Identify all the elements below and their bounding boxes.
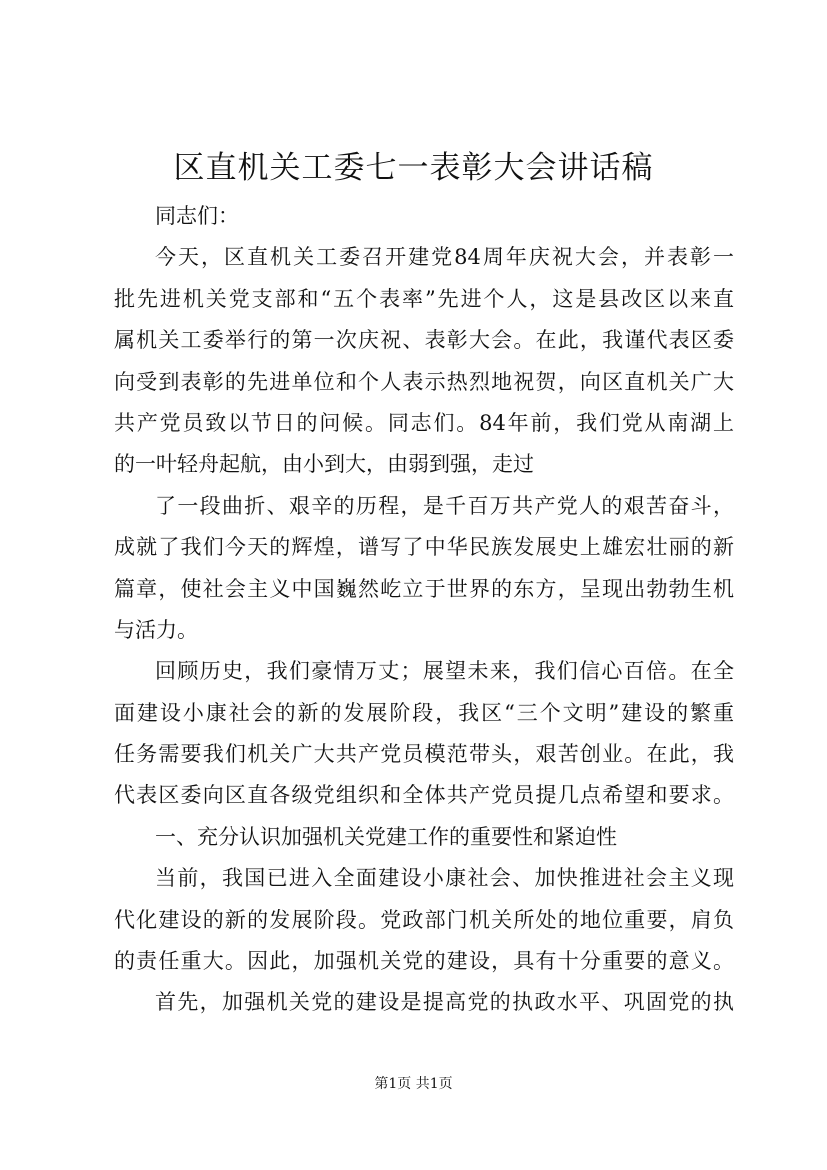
paragraph-line: 篇章，使社会主义中国巍然屹立于世界的东方，呈现出勃勃生机 [114, 576, 734, 601]
paragraph-line: 回顾历史，我们豪情万丈；展望未来，我们信心百倍。在全 [155, 659, 734, 684]
paragraph-line: 代表区委向区直各级党组织和全体共产党员提几点希望和要求。 [114, 783, 734, 808]
paragraph-line: 今天，区直机关工委召开建党84周年庆祝大会，并表彰一 [155, 245, 734, 270]
paragraph-line: 批先进机关党支部和“五个表率”先进个人，这是县改区以来直 [114, 286, 734, 311]
paragraph-line: 任务需要我们机关广大共产党员模范带头，艰苦创业。在此，我 [114, 742, 734, 767]
paragraph-line: 与活力。 [114, 617, 198, 642]
paragraph-line: 成就了我们今天的辉煌，谱写了中华民族发展史上雄宏壮丽的新 [114, 535, 734, 560]
paragraph-line: 属机关工委举行的第一次庆祝、表彰大会。在此，我谨代表区委 [114, 328, 734, 353]
section-heading: 一、充分认识加强机关党建工作的重要性和紧迫性 [155, 824, 617, 849]
paragraph-line: 当前，我国已进入全面建设小康社会、加快推进社会主义现 [155, 866, 734, 891]
paragraph-line: 的一叶轻舟起航，由小到大，由弱到强，走过 [114, 452, 534, 477]
paragraph-line: 了一段曲折、艰辛的历程，是千百万共产党人的艰苦奋斗， [155, 493, 734, 518]
paragraph-line: 首先，加强机关党的建设是提高党的执政水平、巩固党的执 [155, 990, 734, 1015]
document-body [114, 196, 734, 1024]
salutation-line: 同志们： [155, 204, 239, 228]
paragraph-line: 共产党员致以节日的问候。同志们。84年前，我们党从南湖上 [114, 410, 734, 435]
document-title: 区直机关工委七一表彰大会讲话稿 [173, 150, 654, 186]
paragraph-line: 代化建设的新的发展阶段。党政部门机关所处的地位重要，肩负 [114, 907, 734, 932]
page-number-footer: 第1页 共1页 [374, 1076, 453, 1092]
paragraph-line: 面建设小康社会的新的发展阶段，我区“三个文明”建设的繁重 [114, 700, 734, 725]
paragraph-line: 向受到表彰的先进单位和个人表示热烈地祝贺，向区直机关广大 [114, 369, 734, 394]
paragraph-line: 的责任重大。因此，加强机关党的建设，具有十分重要的意义。 [114, 949, 734, 974]
